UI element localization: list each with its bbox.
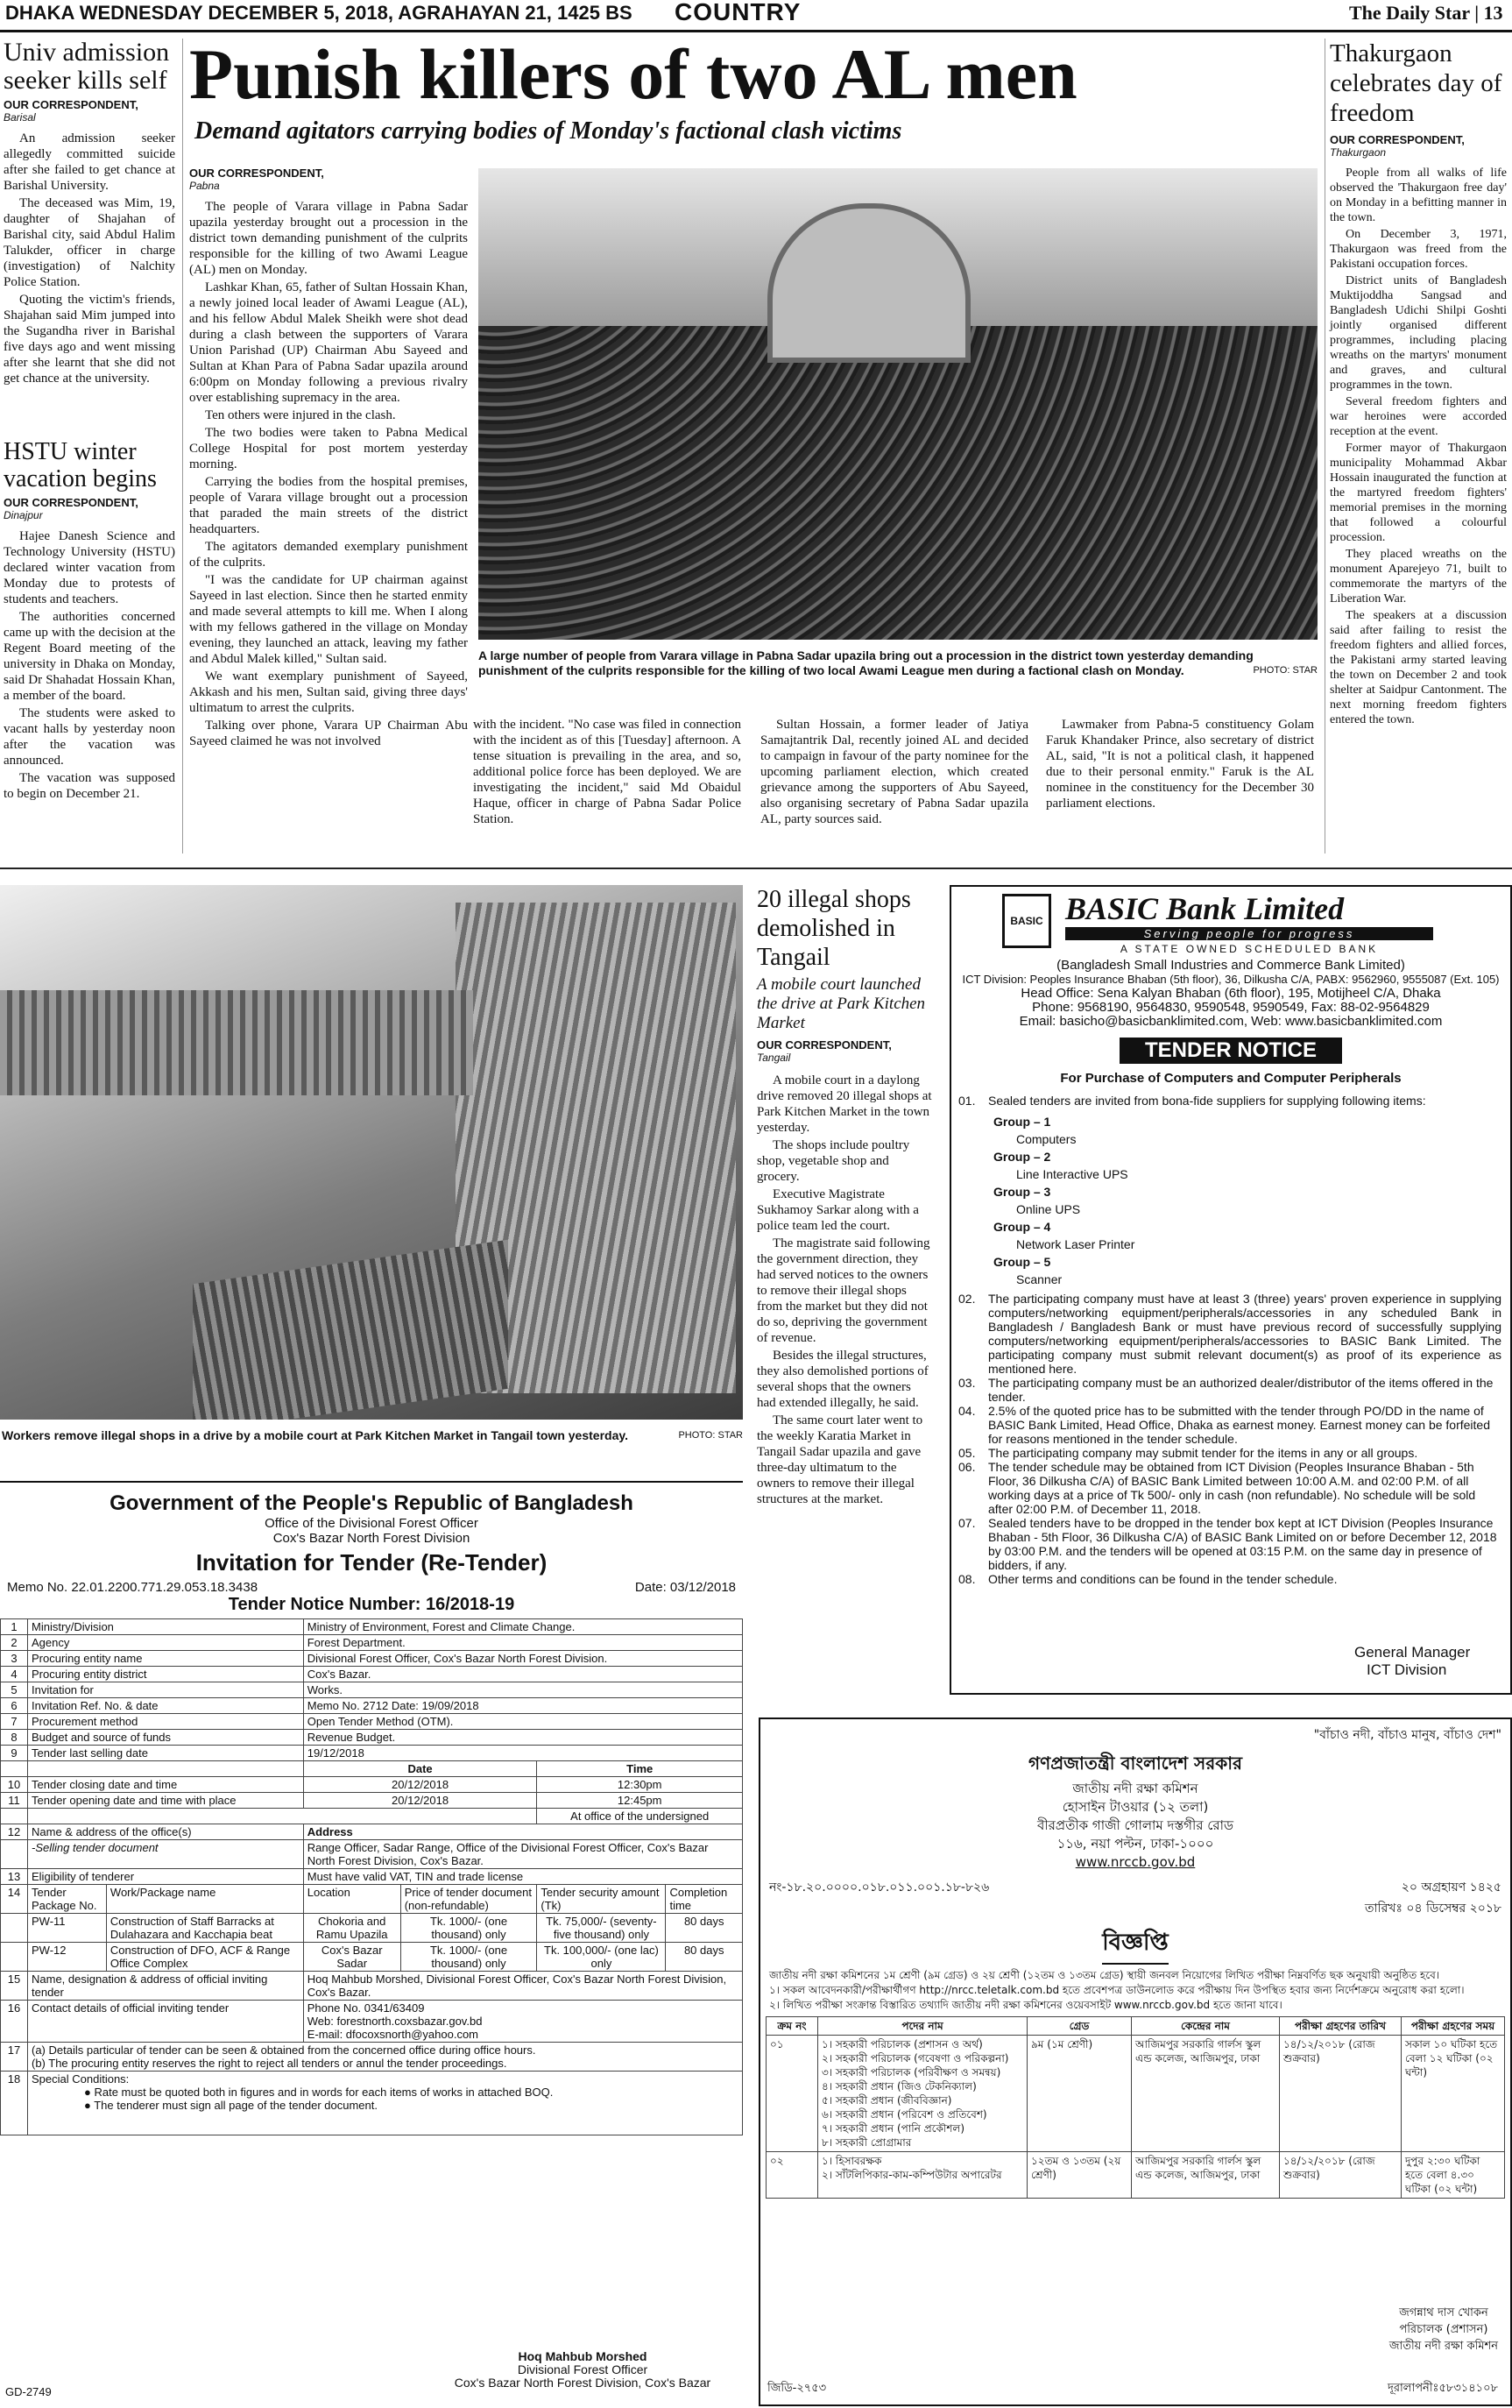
- tender-table: [0, 1618, 743, 2135]
- headline: Univ admission seeker kills self: [4, 38, 170, 95]
- masthead: [0, 0, 1512, 32]
- headline: Thakurgaon celebrates day of freedom: [1330, 39, 1502, 127]
- bank-name: BASIC Bank Limited: [1065, 891, 1345, 926]
- lead-deck: Demand agitators carrying bodies of Monday's factional clash victims: [194, 117, 902, 145]
- page-number: The Daily Star | 13: [1349, 2, 1503, 24]
- byline: OUR CORRESPONDENT, Tangail: [757, 1038, 892, 1064]
- office-line: Office of the Divisional Forest Officer: [265, 1516, 478, 1531]
- tender-purpose: For Purchase of Computers and Computer Peripherals: [1060, 1071, 1402, 1086]
- photo-caption: Workers remove illegal shops in a drive by a mobile court at Park Kitchen Market in Tangail town yesterday. PHOTO: STAR: [2, 1428, 743, 1442]
- tender-terms: 01. Sealed tenders are invited from bona-fide suppliers for supplying following items: Group – 1 Computers Group – 2 Line Interactive UPS Group – 3 Online UPS Group – 4 Network Laser Printer Group – 5 Scanner 02. The participating company must have at least 3 (three) years' proven experience in supplying computers/networking equipment/peripherals/accessories in any scheduled Bank in Bangladesh / Bangladesh Bank or must have previous record of successfully supplying computers/networking equipment/peripherals/accessories to BASIC Bank Limited. The participating company must submit relevant document(s) as proof of its experience as mentioned here. 03. The participating company must be an authorized dealer/distributor of the items offered in the tender. 04. 2.5% of the quoted price has to be submitted with the tender through PO/DD in the name of BASIC Bank Limited, Head Office, Dhaka as earnest money. Earnest money can be forfeited for reasons mentioned in the tender schedule. 05. The participating company may submit tender for the items in any or all groups. 06. The tender schedule may be obtained from ICT Division (Peoples Insurance Bhaban - 5th Floor, 36 Dilkusha C/A) of BASIC Bank Limited between 10:00 A.M. and 02:00 P.M. of all working days at a price of Tk 500/- only in cash (non refundable). No schedule will be sold after 02:00 P.M. of December 11, 2018. 07. Sealed tenders have to be dropped in the tender box kept at ICT Division (Peoples Insurance Bhaban - 5th Floor, 36 Dilkusha C/A) of BASIC Bank Limited on or before December 12, 2018 by 03:00 P.M. and the tenders will be opened at 03:15 P.M. on the same day in presence of bidders, if any. 08. Other terms and conditions can be found in the tender schedule.: [958, 1094, 1501, 1586]
- list-item: ২। সহকারী পরিচালক (গবেষণা ও পরিকল্পনা): [822, 2052, 1009, 2065]
- story-tangail: [757, 885, 932, 1509]
- table-row: 10 Tender closing date and time 20/12/2018 12:30pm: [1, 1777, 743, 1793]
- bank-contact: (Bangladesh Small Industries and Commerce Bank Limited) ICT Division: Peoples Insurance Bhaban (5th floor), 36, Dilkusha C/A, PABX: 9562960, 9555087 (Ext. 105) Head Office: Sena Kalyan Bhaban (6th floor), 195, Motijheel C/A, Dhaka Phone: 9568190, 9564830, 9590548, 9590549, Fax: 88-02-9564829 Email: basicho@basicbanklimited.com, Web: www.basicbanklimited.com: [962, 958, 1500, 1029]
- table-row: 12 Name & address of the office(s) Address: [1, 1824, 743, 1840]
- list-item: ৭। সহকারী প্রধান (পানি প্রকৌশল): [822, 2122, 965, 2135]
- basic-bank-tender-ad: [950, 885, 1512, 1695]
- ref-line: নং-১৮.২০.০০০০.০১৮.০১১.০০১.১৮-৮২৬ ২০ অগ্রহায়ণ ১৪২৫ তারিখঃ ০৪ ডিসেম্বর ২০১৮: [769, 1880, 1501, 1916]
- demolition-photo: [0, 885, 743, 1420]
- table-row: 9 Tender last selling date 19/12/2018: [1, 1746, 743, 1761]
- ad-code: GD-2749: [5, 2385, 52, 2398]
- notice-title-wrap: [760, 1924, 1510, 1965]
- table-row: 11 Tender opening date and time with place 20/12/2018 12:45pm: [1, 1793, 743, 1809]
- commission-address: জাতীয় নদী রক্ষা কমিশন হোসাইন টাওয়ার (১২ তলা) বীরপ্রতীক গাজী গোলাম দস্তগীর রোড ১১৬, নয়া পল্টন, ঢাকা-১০০০ www.nrccb.gov.bd: [1037, 1781, 1233, 1870]
- bank-subtitle: A STATE OWNED SCHEDULED BANK: [1120, 943, 1379, 955]
- river-commission-notice: [759, 1717, 1512, 2406]
- story-hstu: [4, 438, 175, 804]
- byline: OUR CORRESPONDENT, Dinajpur: [4, 496, 138, 521]
- table-row: At office of the undersigned: [1, 1809, 743, 1824]
- table-row: 7 Procurement method Open Tender Method (OTM).: [1, 1714, 743, 1730]
- lead-column-4: Lawmaker from Pabna-5 constituency Golam Faruk Khandaker Prince, also secretary of district AL, said, "It is not a political clash, it happened due to their personal enmity." Faruk is the AL nominee in the constituency for the December 30 parliament elections.: [1046, 718, 1314, 811]
- photo-credit: PHOTO: STAR: [678, 1430, 743, 1441]
- section-rule: [0, 868, 1512, 869]
- table-row: 18 Special Conditions: ● Rate must be quoted both in figures and in words for each items of works in attached BOQ. ● The tenderer must sign all page of the tender document.: [1, 2072, 743, 2135]
- tender-title: Invitation for Tender (Re-Tender): [195, 1549, 548, 1576]
- article-body: Hajee Danesh Science and Technology University (HSTU) declared winter vacation from Monday due to protests of students and teachers. The authorities concerned came up with the decision at the Regent Board meeting of the university in Dhaka on Monday, said Dr Shahadat Hossain Khan, a member of the board. The students were asked to vacant halls by yesterday noon after the vacation was announced. The vacation was supposed to begin on December 21.: [4, 529, 175, 801]
- list-item: ৫। সহকারী প্রধান (জীববিজ্ঞান): [822, 2094, 952, 2107]
- notice-body: জাতীয় নদী রক্ষা কমিশনের ১ম শ্রেণী (৯ম গ্রেড) ও ২য় শ্রেণী (১২তম ও ১৩তম গ্রেড) স্থায়ী জনবল নিয়োগের লিখিত পরীক্ষা নিম্নবর্ণিত ছক অনুযায়ী অনুষ্ঠিত হবে। ১। সকল আবেদনকারী/পরীক্ষার্থীগণ http://nrcc.teletalk.com.bd হতে প্রবেশপত্র ডাউনলোড করে পরীক্ষায় দিন উপস্থিত হবার জন্য নির্দেশক্রমে অনুরোধ করা হলো। ২। লিখিত পরীক্ষা সংক্রান্ত বিস্তারিত তথ্যাদি জাতীয় নদী রক্ষা কমিশনের ওয়েবসাইট www.nrccb.gov.bd হতে জানা যাবে।: [769, 1969, 1465, 2011]
- table-row: 2 Agency Forest Department.: [1, 1635, 743, 1651]
- article-body: A mobile court in a daylong drive removed 20 illegal shops at Park Kitchen Market in the town yesterday. The shops include poultry shop, vegetable shop and grocery. Executive Magistrate Sukhamoy Sarkar along with a police team led the court. The magistrate said following the government direction, they had served notices to the owners to remove their illegal shops from the market but they did not do so, depriving the government of revenue. Besides the illegal structures, they also demolished portions of several shops that the owners had extended illegally, he said. The same court later went to the weekly Karatia Market in Tangail Sadar upazila and gave three-day ultimatum to the owners to remove their illegal structures at the market.: [757, 1073, 932, 1506]
- photo-caption: A large number of people from Varara village in Pabna Sadar upazila bring out a procession in the district town yesterday demanding punishment of the culprits responsible for the killing of two local Awami League men during a factional clash on Monday. PHOTO: STAR: [478, 648, 1318, 677]
- story-univ: [4, 39, 175, 388]
- table-row: 15 Name, designation & address of official inviting tender Hoq Mahbub Morshed, Divisional Forest Officer, Cox's Bazar North Forest Division, Cox's Bazar.: [1, 1972, 743, 2001]
- table-row: PW-11 Construction of Staff Barracks at Dulahazara and Kacchapia beat Chokoria and Ramu Upazila Tk. 1000/- (one thousand) only Tk. 75,000/- (seventy-five thousand) only 80 days: [1, 1914, 743, 1943]
- list-item: ১। সহকারী পরিচালক (প্রশাসন ও অর্থ): [822, 2038, 983, 2050]
- article-body: People from all walks of life observed the 'Thakurgaon free day' on Monday in a befitting manner in the town. On December 3, 1971, Thakurgaon was freed from the Pakistani occupation forces. District units of Bangladesh Muktijoddha Sangsad and Bangladesh Udichi Shilpi Goshti jointly organised different programmes, including placing wreaths on the martyrs' monument and graves, and cultural programmes in the town. Several freedom fighters and war heroines were accorded reception at the event. Former mayor of Thakurgaon municipality Mohammad Akbar Hossain inaugurated the function at the martyred freedom fighters' memorial premises in the morning that followed a colourful procession. They placed wreaths on the monument Aparejeyo 71, built to commemorate the martyrs of the Liberation War. The speakers at a discussion said after failing to resist the freedom fighters and allied forces, the Pakistani army started leaving the town on December 2 and took shelter at Saidpur Cantonment. The next morning freedom fighters entered the town.: [1330, 166, 1507, 726]
- story-thakurgaon: [1330, 39, 1507, 729]
- phone: দূরালাপনীঃ৫৮৩১৪১০৮: [1388, 2382, 1498, 2395]
- table-row: 13 Eligibility of tenderer Must have valid VAT, TIN and trade license: [1, 1869, 743, 1885]
- table-row: 17 (a) Details particular of tender can be seen & obtained from the concerned office during office hours. (b) The procuring entity reserves the right to reject all tenders or annul the tender proceedings.: [1, 2043, 743, 2072]
- lead-column-1: [189, 166, 468, 751]
- article-body: The people of Varara village in Pabna Sadar upazila yesterday brought out a procession in the district town demanding punishment of the culprits responsible for the killing of two Awami League (AL) men on Monday. Lashkar Khan, 65, father of Sultan Hossain Khan, a newly joined local leader of Awami League (AL), and his fellow Abdul Malek Sheikh were shot dead during a clash between the supporters of Varara Union Parishad (UP) Chairman Abu Sayeed and Sultan at Khan Para of Pabna Sadar upazila around 6:00pm on Monday following a previous rivalry over establishing supremacy in the area. Ten others were injured in the clash. The two bodies were taken to Pabna Medical College Hospital for post mortem yesterday morning. Carrying the bodies from the hospital premises, people of Varara village brought out a procession that paraded the main streets of the district headquarters. The agitators demanded exemplary punishment of the culprits. "I was the candidate for UP chairman against Sayeed in last election. Since then he started enmity and made several attempts to kill me. When I along with my fellows gathered in the village on Monday evening, they launched an attack, leaving my father and Abdul Malek killed," Sultan said. We want exemplary punishment of Sayeed, Akkash and his men, Sultan said, giving three days' ultimatum to arrest the culprits. Talking over phone, Varara UP Chairman Abu Sayeed claimed he was not involved: [189, 200, 468, 748]
- table-row: Date Time: [1, 1761, 743, 1777]
- lead-headline: Punish killers of two AL men: [189, 34, 1077, 114]
- bank-tagline: Serving people for progress: [1065, 927, 1433, 940]
- procession-photo: [478, 168, 1318, 640]
- exam-table-wrap: [760, 2016, 1510, 2199]
- notice-title: বিজ্ঞপ্তি: [1102, 1924, 1169, 1965]
- exam-schedule-table: ক্রম নং পদের নাম গ্রেড কেন্দ্রের নাম পরীক্ষা গ্রহণের তারিখ পরীক্ষা গ্রহণের সময় ০১ ১। সহকারী পরিচালক (প্রশাসন ও অর্থ) ২। সহকারী পরিচালক (গবেষণা ও পরিকল্পনা) ৩। সহকারী পরিচালক (পরিবীক্ষণ ও সমন্বয়) ৪। সহকারী প্রধান (জিও টেকনিক্যাল) ৫। সহকারী প্রধান (জীববিজ্ঞান) ৬। সহকারী প্রধান (পরিবেশ ও প্রতিবেশ) ৭। সহকারী প্রধান (পানি প্রকৌশল) ৮। সহকারী প্রোগ্রামার ৯ম (১ম শ্রেণী) আজিমপুর সরকারি গার্লস স্কুল এন্ড কলেজ, আজিমপুর, ঢাকা ১৪/১২/২০১৮ (রোজ শুক্রবার) সকাল ১০ ঘটিকা হতে বেলা ১২ ঘটিকা (০২ ঘন্টা) ০২ ১। হিসাবরক্ষক ২। সাঁটলিপিকার-কাম-কম্পিউটার অপারেটর ১২তম ও ১৩তম (২য় শ্রেণী) আজিমপুর সরকারি গার্লস স্কুল এন্ড কলেজ, আজিমপুর, ঢাকা ১৪/১২/২০১৮ (রোজ শুক্রবার) দুপুর ২:৩০ ঘটিকা হতে বেলা ৪.৩০ ঘটিকা (০২ ঘন্টা): [766, 2016, 1505, 2199]
- table-row: 3 Procuring entity name Divisional Forest Officer, Cox's Bazar North Forest Division.: [1, 1651, 743, 1667]
- motto: "বাঁচাও নদী, বাঁচাও মানুষ, বাঁচাও দেশ": [1313, 1728, 1501, 1742]
- headline: 20 illegal shops demolished in Tangail: [757, 886, 911, 971]
- table-row: 4 Procuring entity district Cox's Bazar.: [1, 1667, 743, 1682]
- column-rule: [182, 39, 183, 853]
- gov-title: Government of the People's Republic of Bangladesh: [110, 1491, 633, 1515]
- ad-code: জিডি-২৭৫৩: [767, 2382, 827, 2395]
- bank-signature: General Manager ICT Division: [1354, 1644, 1471, 1678]
- bank-logo: BASIC: [1002, 894, 1051, 948]
- table-row: 5 Invitation for Works.: [1, 1682, 743, 1698]
- forest-signature: Hoq Mahbub Morshed Divisional Forest Officer Cox's Bazar North Forest Division, Cox's Bazar: [454, 2349, 711, 2390]
- table-row: 16 Contact details of official inviting tender Phone No. 0341/63409 Web: forestnorth.coxsbazar.gov.bd E-mail: dfocoxsnorth@yahoo.com: [1, 2001, 743, 2043]
- list-item: ১। হিসাবরক্ষক: [822, 2155, 882, 2167]
- lead-column-2: with the incident. "No case was filed in connection with the incident as of this [Tuesday] afternoon. A tense situation is prevailing in the area, and so, additional police force has been deployed. We are investigating the incident," said Md Obaidul Haque, officer in charge of Pabna Sadar Police Station.: [473, 718, 741, 826]
- table-row: PW-12 Construction of DFO, ACF & Range Office Complex Cox's Bazar Sadar Tk. 1000/- (one thousand) only Tk. 100,000/- (one lac) only 80 days: [1, 1943, 743, 1972]
- list-item: ৬। সহকারী প্রধান (পরিবেশ ও প্রতিবেশ): [822, 2108, 987, 2121]
- table-row: 6 Invitation Ref. No. & date Memo No. 2712 Date: 19/09/2018: [1, 1698, 743, 1714]
- headline: HSTU winter vacation begins: [4, 438, 157, 492]
- byline: OUR CORRESPONDENT, Barisal: [4, 98, 138, 124]
- table-row: 1 Ministry/Division Ministry of Environment, Forest and Climate Change.: [1, 1619, 743, 1635]
- table-row: 14 Tender Package No. Work/Package name Location Price of tender document (non-refundable) Tender security amount (Tk) Completion time: [1, 1885, 743, 1914]
- tender-notice-title: TENDER NOTICE: [1120, 1038, 1342, 1064]
- byline: OUR CORRESPONDENT, Pabna: [189, 166, 324, 192]
- list-item: ২। সাঁটলিপিকার-কাম-কম্পিউটার অপারেটর: [822, 2169, 1002, 2181]
- table-row: 8 Budget and source of funds Revenue Budget.: [1, 1730, 743, 1746]
- tender-notice-number: Tender Notice Number: 16/2018-19: [228, 1595, 515, 1614]
- article-body: An admission seeker allegedly committed suicide after she failed to get chance at Barishal University. The deceased was Mim, 19, daughter of Shajahan of Barishal city, said Abdul Halim Talukder, officer in charge (investigation) of Nalchity Police Station. Quoting the victim's friends, Shajahan said Mim jumped into the Sugandha river in Barishal five days ago and went missing after she learnt that she did not get chance at the university.: [4, 131, 175, 386]
- byline: OUR CORRESPONDENT, Thakurgaon: [1330, 133, 1465, 159]
- forest-tender-ad: [0, 1481, 743, 2404]
- list-item: ৮। সহকারী প্রোগ্রামার: [822, 2136, 912, 2149]
- list-item: ৩। সহকারী পরিচালক (পরিবীক্ষণ ও সমন্বয়): [822, 2066, 1001, 2079]
- signature: জগন্নাথ দাস খোকন পরিচালক (প্রশাসন) জাতীয় নদী রক্ষা কমিশন: [1388, 2306, 1498, 2353]
- deck: A mobile court launched the drive at Park Kitchen Market: [757, 975, 926, 1032]
- dateline: DHAKA WEDNESDAY DECEMBER 5, 2018, AGRAHAYAN 21, 1425 BS: [5, 2, 632, 24]
- office-line: Cox's Bazar North Forest Division: [272, 1531, 470, 1546]
- memo-line: Memo No. 22.01.2200.771.29.053.18.3438 Date: 03/12/2018: [7, 1580, 736, 1595]
- section-name: COUNTRY: [675, 0, 802, 25]
- gov-title: গণপ্রজাতন্ত্রী বাংলাদেশ সরকার: [1028, 1753, 1242, 1774]
- list-item: ৪। সহকারী প্রধান (জিও টেকনিক্যাল): [822, 2080, 977, 2093]
- photo-credit: PHOTO: STAR: [1253, 665, 1318, 676]
- table-row: -Selling tender document Range Officer, Sadar Range, Office of the Divisional Forest Officer, Cox's Bazar North Forest Division, Cox's Bazar.: [1, 1840, 743, 1869]
- lead-column-3: Sultan Hossain, a former leader of Jatiya Samajtantrik Dal, recently joined AL and decided to campaign in favour of the party nominee for the upcoming parliament election, which created grievance among the supporters of Abu Sayeed, also organising secretary of Pabna Sadar upazila AL, party sources said.: [760, 718, 1028, 826]
